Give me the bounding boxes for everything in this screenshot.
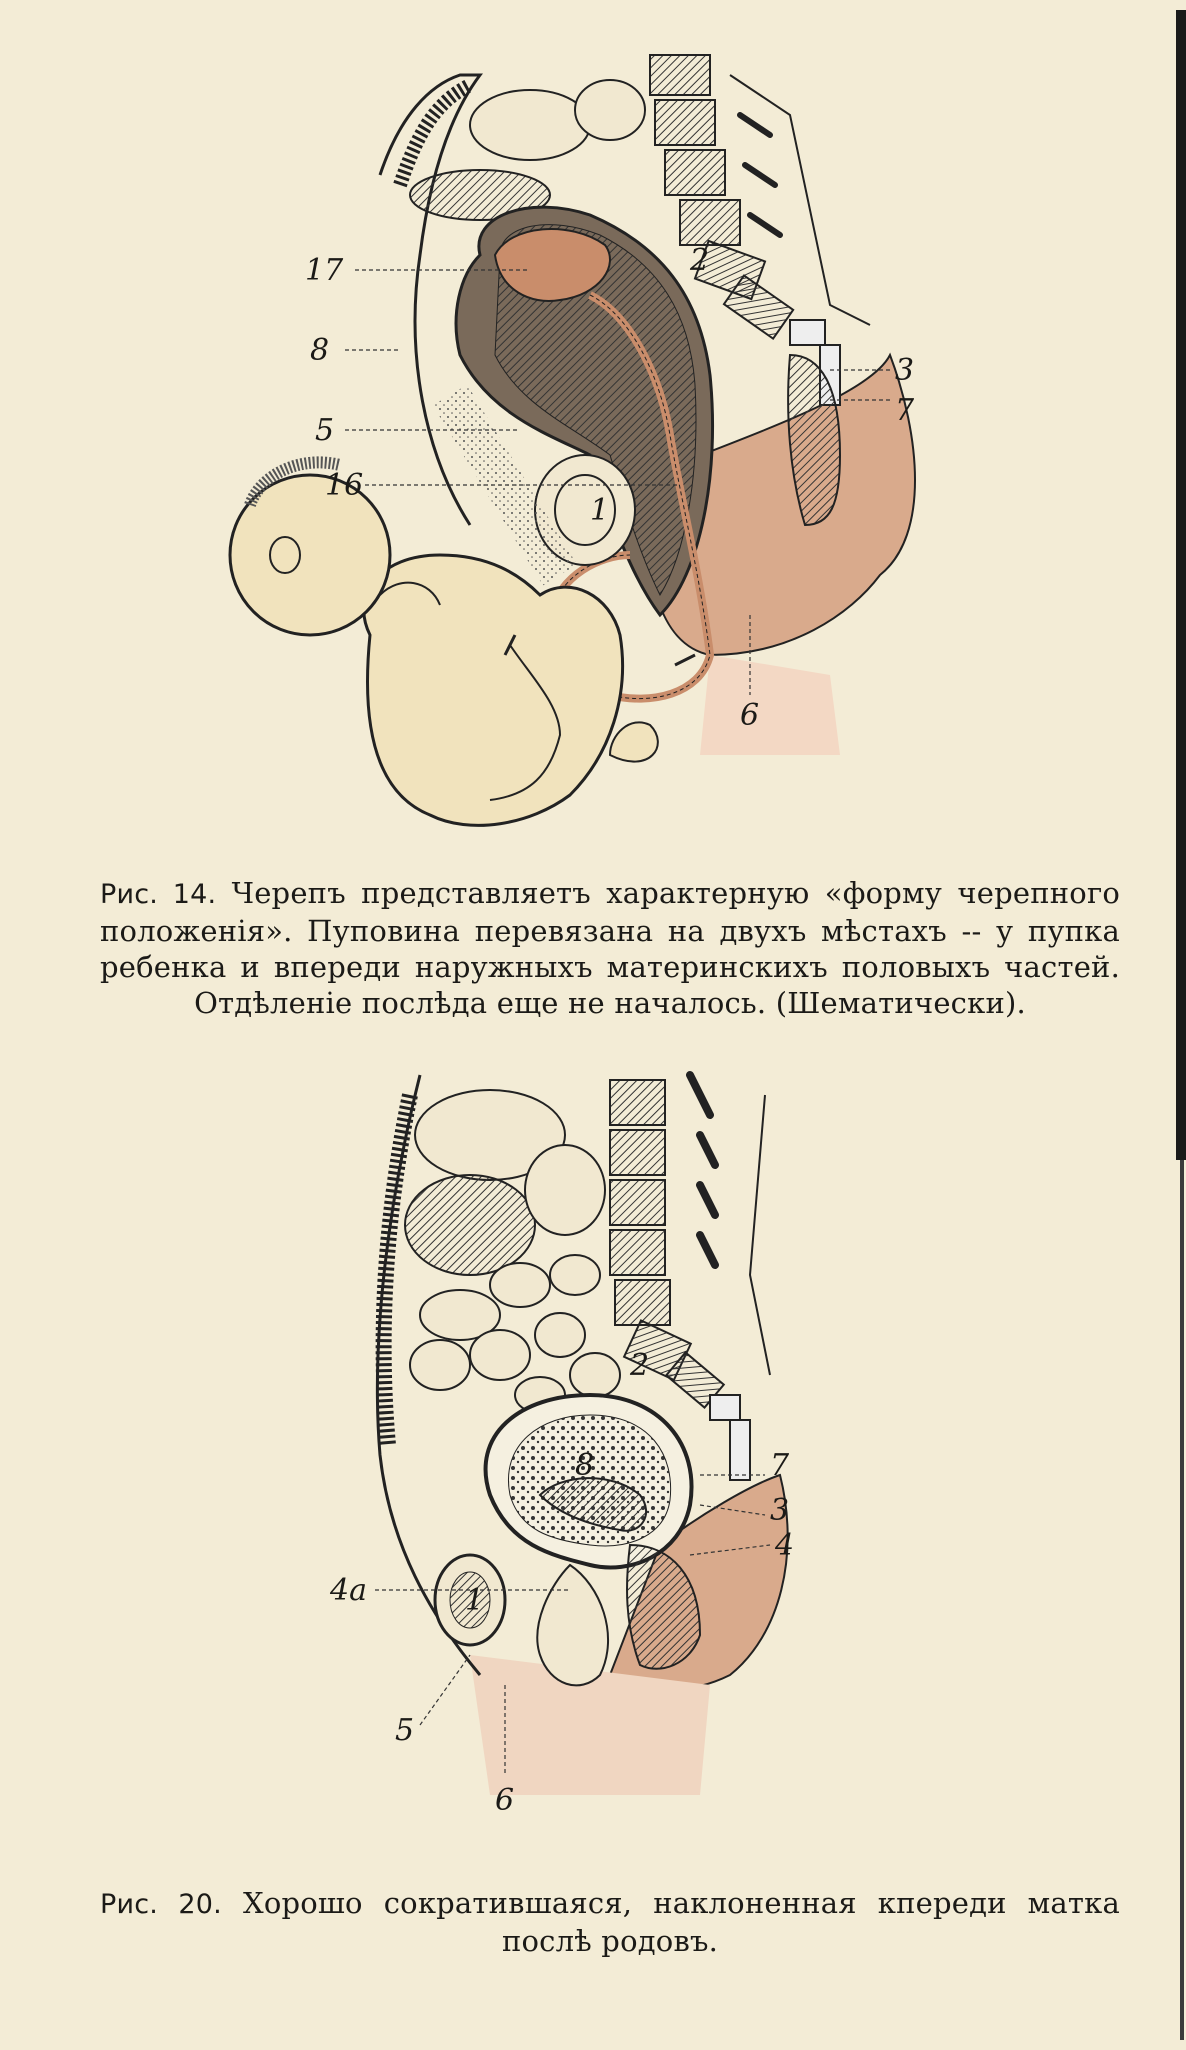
label-16: 16 <box>325 468 364 503</box>
caption-line: Черепъ представляетъ характерную «форму черепного <box>231 876 1120 910</box>
label-8: 8 <box>575 1448 595 1483</box>
label-5: 5 <box>315 413 335 448</box>
label-2: 2 <box>690 243 710 278</box>
label-17: 17 <box>305 253 344 288</box>
figure-number: Рис. 20. <box>100 1889 222 1920</box>
label-3: 3 <box>770 1493 790 1528</box>
label-1: 1 <box>465 1583 485 1618</box>
label-5: 5 <box>395 1713 415 1748</box>
label-3: 3 <box>895 353 915 388</box>
label-8: 8 <box>310 333 330 368</box>
label-1: 1 <box>590 493 610 528</box>
label-4: 4 <box>775 1528 795 1563</box>
label-7: 7 <box>895 393 915 428</box>
label-2: 2 <box>630 1348 650 1383</box>
label-6: 6 <box>740 698 760 733</box>
page-edge <box>1176 10 1186 1160</box>
label-4a: 4a <box>330 1573 367 1608</box>
caption-line: послѣ родовъ. <box>501 1924 719 1958</box>
caption-line: Отдѣленіе послѣда еще не началось. (Шематически). <box>194 986 1026 1020</box>
page-edge <box>1180 1160 1184 2040</box>
figure-number: Рис. 14. <box>100 879 217 910</box>
caption-line: ребенка и впереди наружныхъ материнскихъ половыхъ частей. <box>100 950 1120 984</box>
caption-line: Хорошо сократившаяся, наклоненная кпереди матка <box>242 1886 1120 1920</box>
figure-20-illustration <box>330 1075 840 1835</box>
label-7: 7 <box>770 1448 790 1483</box>
figure-14-caption <box>100 875 1120 1021</box>
figure-20-caption <box>100 1885 1120 1959</box>
label-6: 6 <box>495 1783 515 1818</box>
caption-line: положенія». Пуповина перевязана на двухъ мѣстахъ -- у пупка <box>100 914 1120 948</box>
figure-14-illustration <box>230 55 930 845</box>
